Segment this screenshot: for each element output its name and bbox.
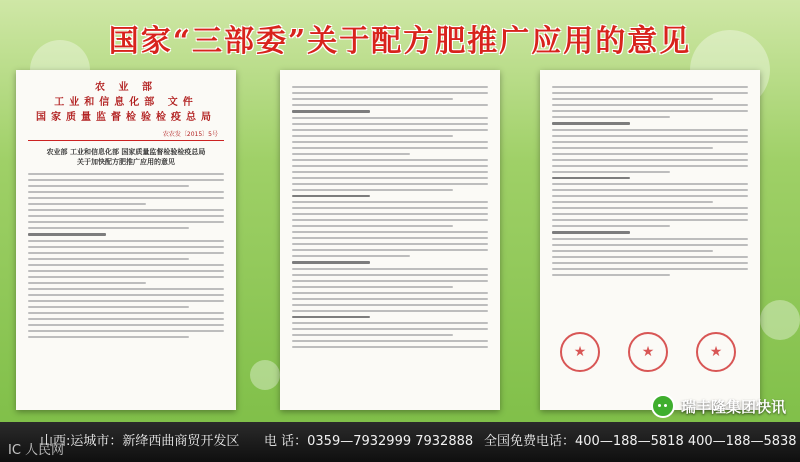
body-text xyxy=(292,86,488,348)
header-line-2: 工业和信息化部 文件 xyxy=(54,97,198,108)
seal-icon: ★ xyxy=(628,332,668,372)
footer-bar xyxy=(0,422,800,462)
wechat-icon xyxy=(651,394,675,418)
banner-title: 国家“三部委”关于配方肥推广应用的意见 xyxy=(108,24,692,59)
seal-icon: ★ xyxy=(560,332,600,372)
header-line-1: 农 业 部 xyxy=(95,82,157,93)
wechat-account-name: 瑞丰隆集团快讯 xyxy=(680,397,786,416)
body-text xyxy=(28,173,224,338)
footer-phone: 电 话：0359—7932999 7932888 xyxy=(264,434,474,449)
footer-hotline: 全国免费电话：400—188—5818 400—188—5838 xyxy=(484,434,797,449)
document-page-2 xyxy=(280,70,500,410)
document-page-1 xyxy=(16,70,236,410)
doc-title-1: 农业部 工业和信息化部 国家质量监督检验检疫总局 xyxy=(46,148,206,156)
body-text xyxy=(552,86,748,276)
watermark: IC 人民网 xyxy=(8,443,65,458)
red-rule xyxy=(28,140,224,141)
seal-icon: ★ xyxy=(696,332,736,372)
header-line-3: 国家质量监督检验检疫总局 xyxy=(36,112,216,123)
footer-address: 山西:运城市：新绛西曲商贸开发区 xyxy=(40,434,240,449)
wechat-account-badge xyxy=(651,394,786,418)
document-page-3 xyxy=(540,70,760,410)
doc-number: 农农发〔2015〕5号 xyxy=(162,131,218,138)
doc-title-2: 关于加快配方肥推广应用的意见 xyxy=(77,158,175,166)
